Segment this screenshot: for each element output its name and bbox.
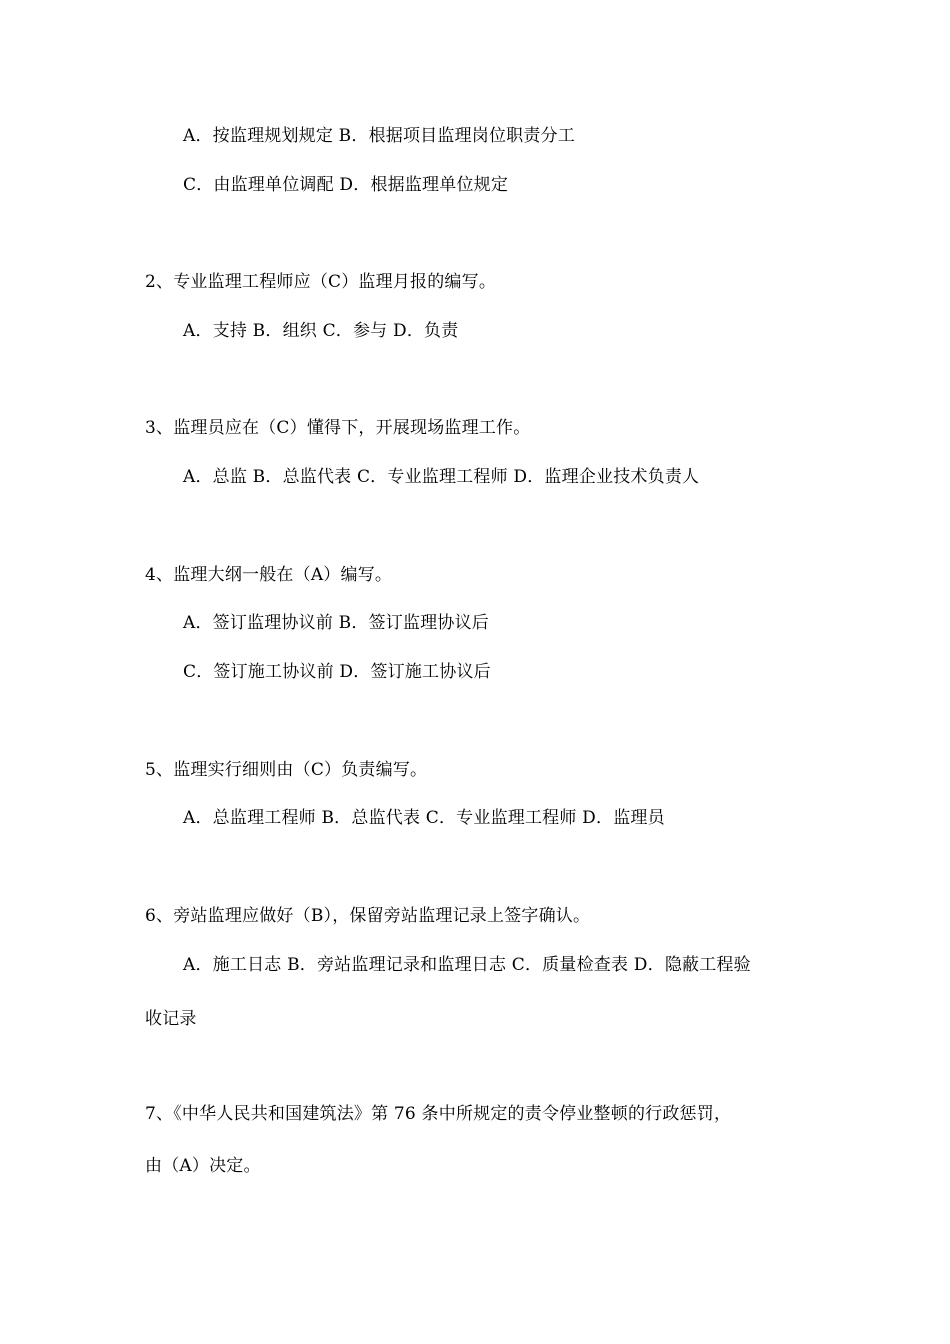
question-7-line-2: 由（A）决定。 <box>145 1156 261 1176</box>
question-5: 5、监理实行细则由（C）负责编写。 <box>145 760 428 780</box>
question-7-line-1: 7、《中华人民共和国建筑法》第 76 条中所规定的责令停业整顿的行政惩罚， <box>145 1104 732 1124</box>
q3-options: A．总监 B．总监代表 C．专业监理工程师 D．监理企业技术负责人 <box>183 467 700 487</box>
q4-options-line-1: A．签订监理协议前 B．签订监理协议后 <box>183 613 489 633</box>
q6-options-line-1: A．施工日志 B．旁站监理记录和监理日志 C．质量检查表 D．隐蔽工程验 <box>183 955 751 975</box>
q1-options-line-1: A．按监理规划规定 B．根据项目监理岗位职责分工 <box>183 126 575 146</box>
question-4: 4、监理大纲一般在（A）编写。 <box>145 565 393 585</box>
q2-options: A．支持 B．组织 C．参与 D．负责 <box>183 321 459 341</box>
question-2: 2、专业监理工程师应（C）监理月报的编写。 <box>145 272 497 292</box>
question-3: 3、监理员应在（C）懂得下，开展现场监理工作。 <box>145 418 531 438</box>
q4-options-line-2: C．签订施工协议前 D．签订施工协议后 <box>183 662 491 682</box>
question-6: 6、旁站监理应做好（B），保留旁站监理记录上签字确认。 <box>145 906 591 926</box>
q5-options: A．总监理工程师 B．总监代表 C．专业监理工程师 D．监理员 <box>183 808 665 828</box>
q6-options-line-2: 收记录 <box>145 1009 197 1029</box>
q1-options-line-2: C．由监理单位调配 D．根据监理单位规定 <box>183 175 509 195</box>
